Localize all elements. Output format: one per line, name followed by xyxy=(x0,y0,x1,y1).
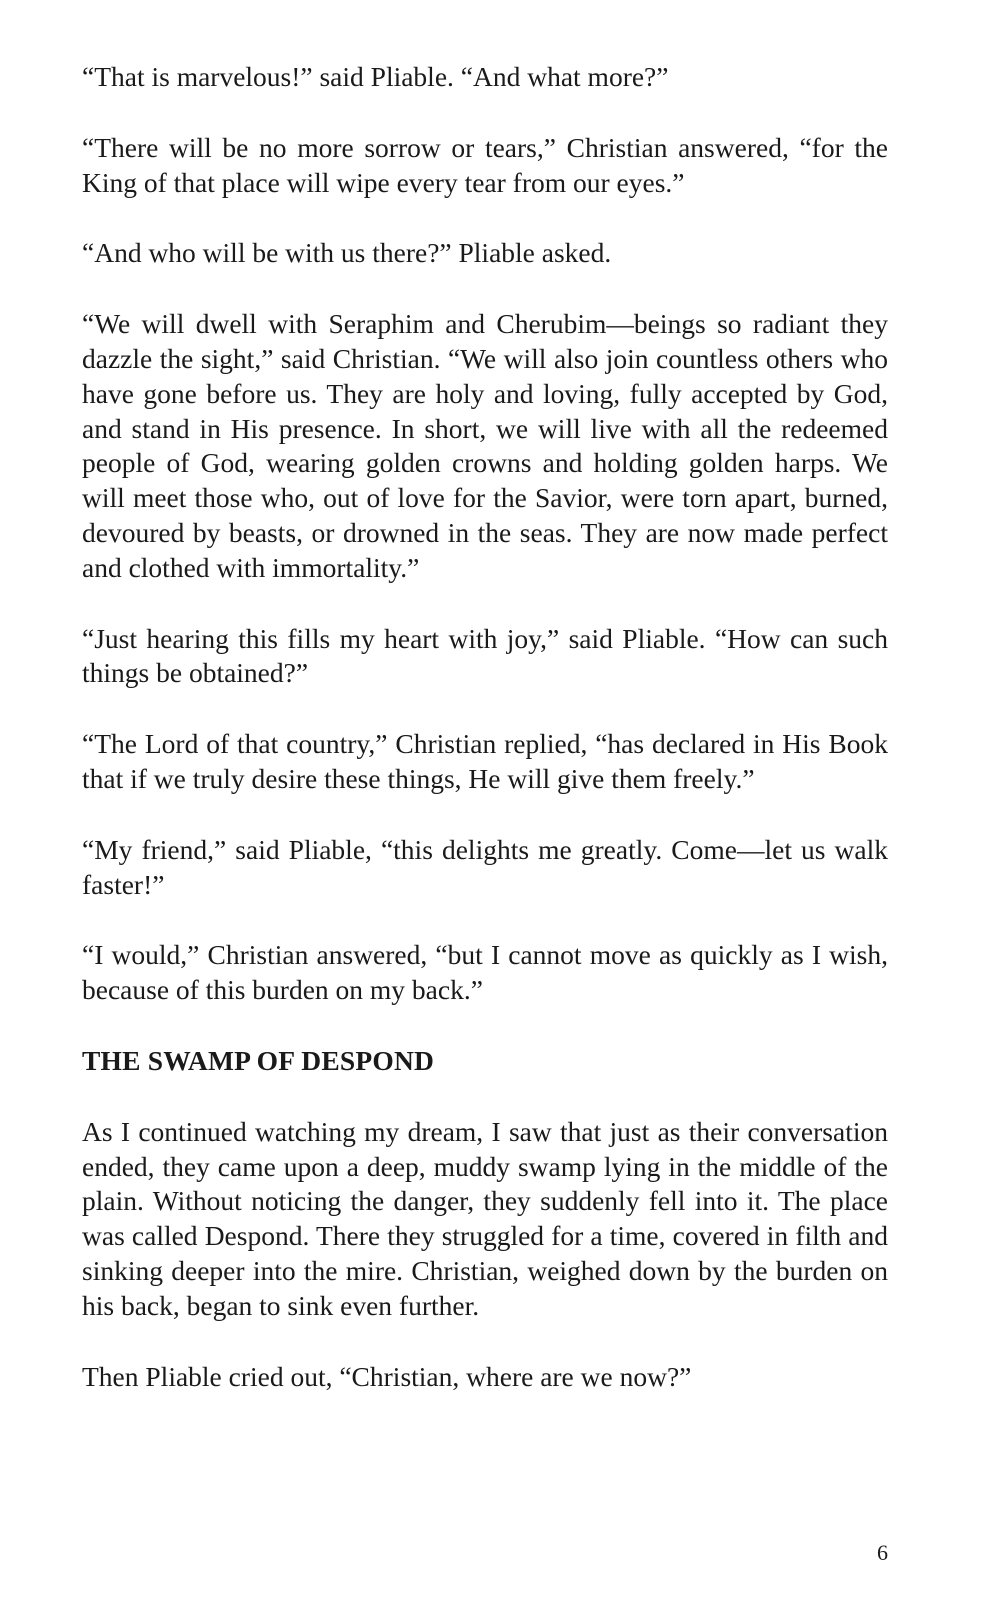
paragraph-fills-heart-with-joy: “Just hearing this fills my heart with joy,” said Pliable. “How can such things be obtained?” xyxy=(82,622,888,689)
paragraph-no-more-sorrow: “There will be no more sorrow or tears,” Christian answered, “for the King of that place will wipe every tear from our eyes.” xyxy=(82,131,888,198)
paragraph-walk-faster: “My friend,” said Pliable, “this delights me greatly. Come—let us walk faster!” xyxy=(82,833,888,900)
paragraph-lord-of-that-country: “The Lord of that country,” Christian replied, “has declared in His Book that if we truly desire these things, He will give them freely.” xyxy=(82,728,888,794)
paragraph-swamp-description: As I continued watching my dream, I saw that just as their conversation ended, they came upon a deep, muddy swamp lying in the middle of the plain. Without noticing the danger, they suddenly fell into it. The place was called Despond. There they struggled for a time, covered in filth and sinking deeper into the mire. Christian, weighed down by the burden on his back, began to sink even further. xyxy=(82,1115,888,1321)
paragraph-marvelous: “That is marvelous!” said Pliable. “And what more?” xyxy=(82,61,669,92)
paragraph-where-are-we-now: Then Pliable cried out, “Christian, where are we now?” xyxy=(82,1360,692,1392)
paragraph-who-will-be-there: “And who will be with us there?” Pliable asked. xyxy=(82,237,612,269)
page-number: 6 xyxy=(877,1540,888,1565)
page-body xyxy=(82,60,888,1430)
paragraph-seraphim-cherubim: “We will dwell with Seraphim and Cherubim—beings so radiant they dazzle the sight,” said Christian. “We will also join countless others who have gone before us. They are holy and loving, fully accepted by God, and stand in His presence. In short, we will live with all the redeemed people of God, wearing golden crowns and holding golden harps. We will meet those who, out of love for the Savior, were torn apart, burned, devoured by beasts, or drowned in the seas. They are now made perfect and clothed with immortality.” xyxy=(82,308,888,583)
paragraph-burden-on-back: “I would,” Christian answered, “but I cannot move as quickly as I wish, because of this burden on my back.” xyxy=(82,939,888,1006)
section-heading: THE SWAMP OF DESPOND xyxy=(82,1044,435,1076)
